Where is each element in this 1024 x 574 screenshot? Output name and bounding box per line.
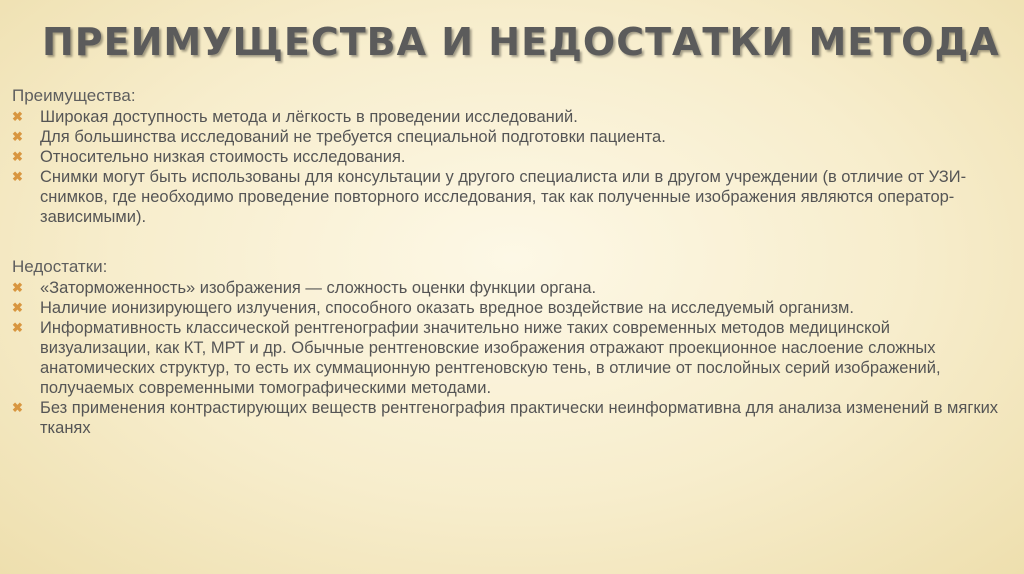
list-item <box>12 318 1002 398</box>
list-item <box>12 398 1002 438</box>
list-item-text: Без применения контрастирующих веществ рентгенография практически неинформативна для анализа изменений в мягких тканях <box>40 399 999 437</box>
list-item <box>12 167 1002 227</box>
x-mark-icon: ✖ <box>12 300 23 315</box>
list-item <box>12 298 1002 318</box>
x-mark-icon: ✖ <box>12 400 23 415</box>
list-item-text: Относительно низкая стоимость исследования. <box>40 148 406 166</box>
x-mark-icon: ✖ <box>12 320 23 335</box>
x-mark-icon: ✖ <box>12 129 23 144</box>
x-mark-icon: ✖ <box>12 280 23 295</box>
list-item-text: Для большинства исследований не требуется специальной подготовки пациента. <box>40 128 666 146</box>
list-item-text: Снимки могут быть использованы для консультации у другого специалиста или в другом учреждении (в отличие от УЗИ-снимков, где необходимо проведение повторного исследования, так как полученные изображения являются оператор-зависимыми). <box>40 168 967 226</box>
x-mark-icon: ✖ <box>12 169 23 184</box>
slide-content <box>12 86 1002 438</box>
advantages-list <box>12 107 1002 227</box>
disadvantages-list <box>12 278 1002 438</box>
advantages-heading: Преимущества: <box>12 86 136 105</box>
list-item <box>12 107 1002 127</box>
list-item-text: «Заторможенность» изображения — сложность оценки функции органа. <box>40 279 597 297</box>
section-spacer <box>12 227 1002 257</box>
list-item-text: Широкая доступность метода и лёгкость в проведении исследований. <box>40 108 578 126</box>
list-item <box>12 147 1002 167</box>
list-item-text: Наличие ионизирующего излучения, способного оказать вредное воздействие на исследуемый организм. <box>40 299 854 317</box>
x-mark-icon: ✖ <box>12 149 23 164</box>
list-item-text: Информативность классической рентгенографии значительно ниже таких современных методов медицинской визуализации, как КТ, МРТ и др. Обычные рентгеновские изображения отражают проекционное наслоение сложных анатомических структур, то есть их суммационную рентгеновскую тень, в отличие от послойных серий изображений, получаемых современными томографическими методами. <box>40 319 941 397</box>
slide-title: ПРЕИМУЩЕСТВА И НЕДОСТАТКИ МЕТОДА <box>42 20 1000 64</box>
x-mark-icon: ✖ <box>12 109 23 124</box>
list-item <box>12 278 1002 298</box>
disadvantages-heading: Недостатки: <box>12 257 108 276</box>
list-item <box>12 127 1002 147</box>
